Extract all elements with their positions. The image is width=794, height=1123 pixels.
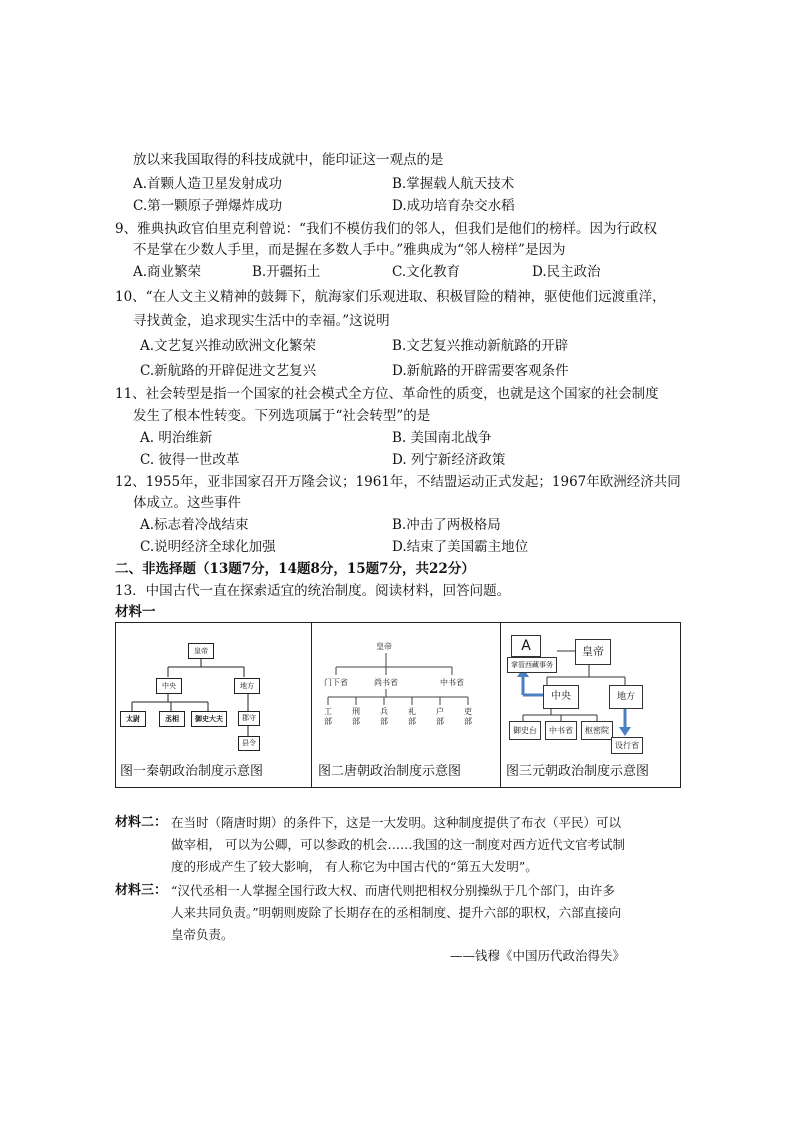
q12-stem-2: 体成立。这些事件	[133, 495, 241, 511]
qin-chengxiang-box: 丞相	[159, 711, 185, 727]
q11-stem-2: 发生了根本性转变。下列选项属于“社会转型”的是	[133, 408, 431, 424]
tang-xingbu: 刑部	[352, 707, 360, 726]
qin-xianling-box: 县令	[238, 736, 260, 751]
q8-option-b: B.掌握载人航天技术	[392, 176, 515, 192]
yuan-emperor-box: 皇帝	[575, 639, 611, 665]
q12-option-b: B.冲击了两极格局	[392, 517, 501, 533]
figure-tang	[312, 623, 500, 787]
tang-menxia: 门下省	[324, 678, 348, 687]
q9-option-d: D.民主政治	[532, 264, 601, 280]
yuan-local-box: 地方	[609, 685, 643, 709]
q12-option-a: A.标志着冷战结束	[140, 517, 249, 533]
tang-hubu: 户部	[436, 707, 444, 726]
qin-caption: 图一秦朝政治制度示意图	[120, 764, 264, 779]
figure-panel	[115, 622, 681, 788]
q9-stem-2: 不是掌在少数人手里，而是握在多数人手中。”雅典成为“邻人榜样”是因为	[133, 242, 566, 258]
yuan-caption: 图三元朝政治制度示意图	[506, 764, 650, 779]
qin-emperor-box: 皇帝	[188, 643, 214, 659]
q13-stem: 13．中国古代一直在探索适宜的统治制度。阅读材料，回答问题。	[115, 583, 511, 599]
figure-qin	[116, 623, 311, 787]
yuan-tibet-box: 掌管西藏事务	[507, 657, 557, 673]
q10-option-b: B.文艺复兴推动新航路的开辟	[392, 338, 569, 354]
material-3-label: 材料三：	[115, 883, 168, 898]
material-2-label: 材料二：	[115, 815, 168, 830]
q12-stem-1: 12、1955年，亚非国家召开万隆会议；1961年，不结盟运动正式发起；1967年欧洲经济共同	[115, 474, 681, 490]
q9-stem-1: 9、雅典执政官伯里克利曾说：“我们不模仿我们的邻人，但我们是他们的榜样。因为行政权	[115, 221, 657, 237]
q10-option-a: A.文艺复兴推动欧洲文化繁荣	[140, 338, 317, 354]
tang-caption: 图二唐朝政治制度示意图	[318, 764, 462, 779]
material-2-line-1: 在当时（隋唐时期）的条件下，这是一大发明。这种制度提供了布衣（平民）可以	[171, 815, 622, 830]
q8-option-d: D.成功培育杂交水稻	[392, 198, 515, 214]
qin-junshou-box: 郡守	[238, 711, 260, 726]
section-heading: 二、非选择题（13题7分，14题8分，15题7分，共22分）	[115, 561, 475, 577]
q12-option-d: D.结束了美国霸主地位	[392, 539, 529, 555]
q8-option-c: C.第一颗原子弹爆炸成功	[133, 198, 283, 214]
yuan-yushitai-box: 御史台	[509, 721, 541, 740]
q11-stem-1: 11、社会转型是指一个国家的社会模式全方位、革命性的质变，也就是这个国家的社会制度	[115, 386, 659, 402]
material-3-line-2: 人来共同负责。”明朝则废除了长期存在的丞相制度、提升六部的职权，六部直接向	[171, 905, 622, 920]
source-citation: ——钱穆《中国历代政治得失》	[450, 948, 626, 963]
q10-option-c: C.新航路的开辟促进文艺复兴	[140, 363, 317, 379]
q10-stem-1: 10、“在人文主义精神的鼓舞下，航海家们乐观进取、积极冒险的精神，驱使他们远渡重洋，	[115, 289, 666, 305]
figure-yuan	[501, 623, 681, 787]
q11-option-a: A. 明治维新	[140, 430, 213, 446]
q8-option-a: A.首颗人造卫星发射成功	[133, 176, 283, 192]
tang-libu-personnel: 吏部	[464, 707, 472, 726]
tang-shangshu: 尚书省	[374, 678, 398, 687]
tang-libu: 礼部	[408, 707, 416, 726]
q11-option-d: D. 列宁新经济政策	[392, 452, 506, 468]
material-2-line-2: 做宰相， 可以为公卿，可以参政的机会……我国的这一制度对西方近代文官考试制	[171, 837, 625, 852]
tang-bingbu: 兵部	[380, 707, 388, 726]
qin-central-box: 中央	[156, 678, 182, 694]
qin-yushi-box: 御史大夫	[191, 711, 227, 727]
material-3-line-3: 皇帝负责。	[171, 927, 234, 942]
qin-local-box: 地方	[234, 678, 260, 694]
material-1-label: 材料一	[115, 604, 156, 620]
yuan-shumi-box: 枢密院	[581, 721, 613, 740]
q11-option-b: B. 美国南北战争	[392, 430, 492, 446]
tang-gongbu: 工部	[324, 707, 332, 726]
q10-stem-2: 寻找黄金，追求现实生活中的幸福。”这说明	[133, 313, 390, 329]
yuan-a-box: A	[511, 635, 541, 657]
q9-option-b: B.开疆拓土	[252, 264, 321, 280]
material-3-line-1: “汉代丞相一人掌握全国行政大权、而唐代则把相权分别操纵于几个部门，由许多	[171, 883, 615, 898]
q8-stem-cont: 放以来我国取得的科技成就中，能印证这一观点的是	[133, 152, 444, 168]
q9-option-a: A.商业繁荣	[133, 264, 202, 280]
yuan-central-box: 中央	[543, 685, 579, 709]
q12-option-c: C.说明经济全球化加强	[140, 539, 276, 555]
q11-option-c: C. 彼得一世改革	[140, 452, 240, 468]
yuan-xingsheng-box: 设行省	[611, 737, 643, 754]
qin-taiwei-box: 太尉	[120, 711, 146, 727]
tang-zhongshu: 中书省	[440, 678, 464, 687]
q9-option-c: C.文化教育	[392, 264, 461, 280]
q10-option-d: D.新航路的开辟需要客观条件	[392, 363, 569, 379]
yuan-zhongshu-box: 中书省	[545, 721, 577, 740]
material-2-line-3: 度的形成产生了较大影响， 有人称它为中国古代的“第五大发明”。	[171, 859, 538, 874]
tang-emperor: 皇帝	[376, 642, 392, 651]
